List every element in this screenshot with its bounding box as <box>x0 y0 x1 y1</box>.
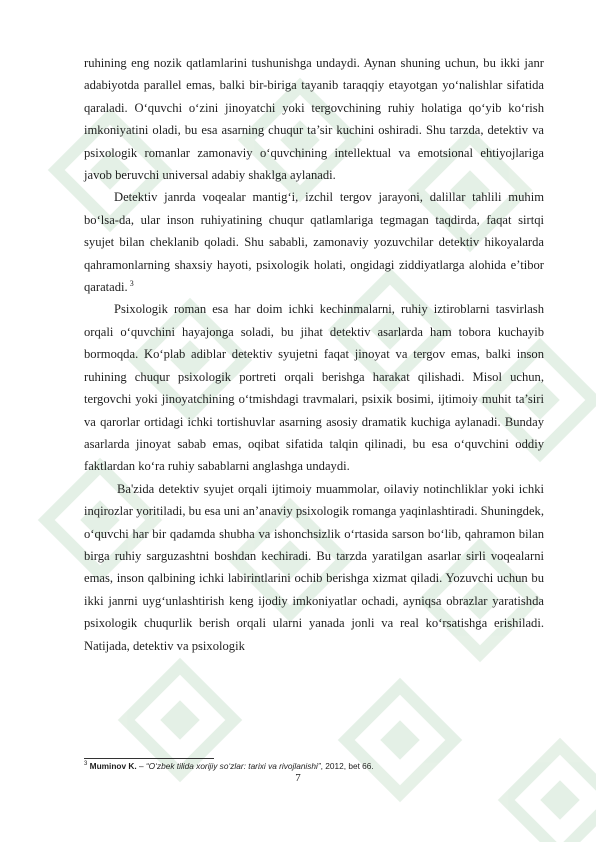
footnote-title: “O‘zbek tilida xorijiy so‘zlar: tarixi va rivojlanishi” <box>145 761 321 771</box>
paragraph-2 <box>84 186 544 298</box>
footnote-separator <box>84 758 214 759</box>
footnote-dash: – <box>136 761 146 771</box>
paragraph-2-text: Detektiv janrda voqealar mantig‘i, izchil tergov jarayoni, dalillar tahlili muhim bo‘lsa-da, ular inson ruhiyatining chuqur qatlamlariga tegmagan taqdirda, faqat sirtqi syujet bilan cheklanib qoladi. Shu sababli, zamonaviy yozuvchilar detektiv hikoyalarda qahramonlarning shaxsiy hayoti, psixologik holati, ongidagi ziddiyatlarga alohida e’tibor qaratadi. <box>84 190 544 295</box>
page-number: 7 <box>295 772 301 784</box>
body-text <box>84 52 544 657</box>
footnote-number: 3 <box>84 761 88 768</box>
footnote-details: , 2012, bet 66. <box>320 761 374 771</box>
paragraph-4: Ba'zida detektiv syujet orqali ijtimoiy muammolar, oilaviy notinchliklar yoki ichki inqirozlar yoritiladi, bu esa uni an’anaviy psixologik romanga yaqinlashtiradi. Shuningdek, o‘quvchi har bir qadamda shubha va ishonchsizlik o‘rtasida sarson bo‘lib, qahramon bilan birga ruhiy sarguzashtni boshdan kechiradi. Bu tarzda yaratilgan asarlar sirli voqealarni emas, inson qalbining ichki labirintlarini ochib berishga xizmat qiladi. Yozuvchi uchun bu ikki janrni uyg‘unlashtirish keng ijodiy imkoniyatlar ochadi, ayniqsa obrazlar yaratishda psixologik chuqurlik berish orqali ularni yanada jonli va real ko‘rsatishga erishiladi. Natijada, detektiv va psixologik <box>84 481 544 653</box>
footnote-reference[interactable]: 3 <box>129 278 134 288</box>
paragraph-3: Psixologik roman esa har doim ichki kechinmalarni, ruhiy iztiroblarni tasvirlash orqali o‘quvchini hayajonga soladi, bu jihat detektiv asarlarda ham tobora kuchayib bormoqda. Ko‘plab adiblar detektiv syujetni faqat jinoyat va tergov emas, balki inson ruhining chuqur psixologik portreti orqali berishga harakat qilishadi. Misol uchun, tergovchi yoki jinoyatchining o‘tmishdagi travmalari, psixik bosimi, ijtimoiy muhit ta’siri va qarorlar ortidagi ichki tortishuvlar asarning asosiy dramatik kuchiga aylanadi. Bunday asarlarda jinoyat sabab emas, oqibat sifatida talqin qilinadi, bu esa o‘quvchini oddiy faktlardan ko‘ra ruhiy sabablarni anglashga undaydi. <box>84 302 544 474</box>
paragraph-1: ruhining eng nozik qatlamlarini tushunishga undaydi. Aynan shuning uchun, bu ikki janr adabiyotda parallel emas, balki bir-biriga tayanib taraqqiy etayotgan yo‘nalishlar sifatida qaraladi. O‘quvchi o‘zini jinoyatchi yoki tergovchining ruhiy holatiga qo‘yib ko‘rish imkoniyatini oladi, bu esa asarning chuqur ta’sir kuchini oshiradi. Shu tarzda, detektiv va psixologik romanlar zamonaviy o‘quvchining intellektual va emotsional ehtiyojlariga javob beruvchi universal adabiy shaklga aylanadi. <box>84 56 544 183</box>
footnote-author: Muminov K. <box>89 761 137 771</box>
